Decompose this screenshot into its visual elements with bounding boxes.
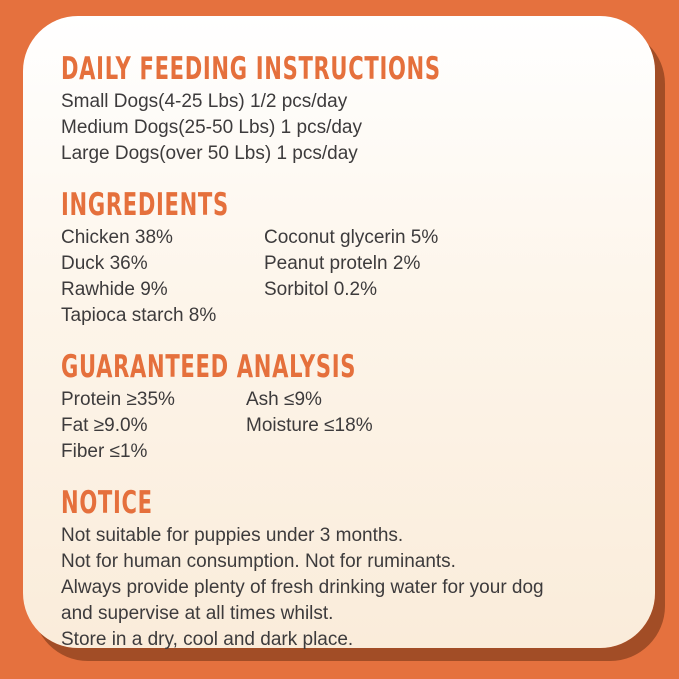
- ingredients-section: [61, 188, 617, 329]
- notice-line-supervise: and supervise at all times whilst.: [61, 603, 334, 624]
- guaranteed-analysis-section: [61, 350, 617, 465]
- ingredients-columns: [61, 225, 617, 329]
- ingredient-tapioca-starch: Tapioca starch 8%: [61, 305, 217, 326]
- ingredient-sorbitol: Sorbitol 0.2%: [264, 279, 378, 300]
- notice-title: NOTICE: [61, 485, 153, 521]
- analysis-ash: Ash ≤9%: [246, 389, 322, 410]
- ingredient-peanut-protein: Peanut proteln 2%: [264, 253, 421, 274]
- analysis-columns: [61, 387, 617, 465]
- analysis-fiber: Fiber ≤1%: [61, 441, 148, 462]
- notice-line-puppies: Not suitable for puppies under 3 months.: [61, 525, 404, 546]
- notice-line-store: Store in a dry, cool and dark place.: [61, 629, 354, 650]
- feeding-instructions-section: [61, 52, 617, 167]
- analysis-moisture: Moisture ≤18%: [246, 415, 373, 436]
- notice-line-water: Always provide plenty of fresh drinking water for your dog: [61, 577, 544, 598]
- notice-line-consumption: Not for human consumption. Not for ruminants.: [61, 551, 456, 572]
- feeding-instructions-title: DAILY FEEDING INSTRUCTIONS: [61, 51, 441, 87]
- ingredient-coconut-glycerin: Coconut glycerin 5%: [264, 227, 439, 248]
- ingredients-right-column: [264, 225, 617, 329]
- feeding-line-medium-dogs: Medium Dogs(25-50 Lbs) 1 pcs/day: [61, 117, 362, 138]
- guaranteed-analysis-title: GUARANTEED ANALYSIS: [61, 349, 357, 385]
- ingredients-title: INGREDIENTS: [61, 187, 229, 223]
- product-label-card: [23, 16, 655, 648]
- analysis-left-column: [61, 387, 246, 465]
- analysis-right-column: [246, 387, 617, 465]
- ingredients-left-column: [61, 225, 264, 329]
- ingredient-duck: Duck 36%: [61, 253, 148, 274]
- ingredient-rawhide: Rawhide 9%: [61, 279, 168, 300]
- notice-section: [61, 486, 617, 653]
- ingredient-chicken: Chicken 38%: [61, 227, 173, 248]
- feeding-line-small-dogs: Small Dogs(4-25 Lbs) 1/2 pcs/day: [61, 91, 348, 112]
- analysis-fat: Fat ≥9.0%: [61, 415, 148, 436]
- analysis-protein: Protein ≥35%: [61, 389, 175, 410]
- feeding-line-large-dogs: Large Dogs(over 50 Lbs) 1 pcs/day: [61, 143, 358, 164]
